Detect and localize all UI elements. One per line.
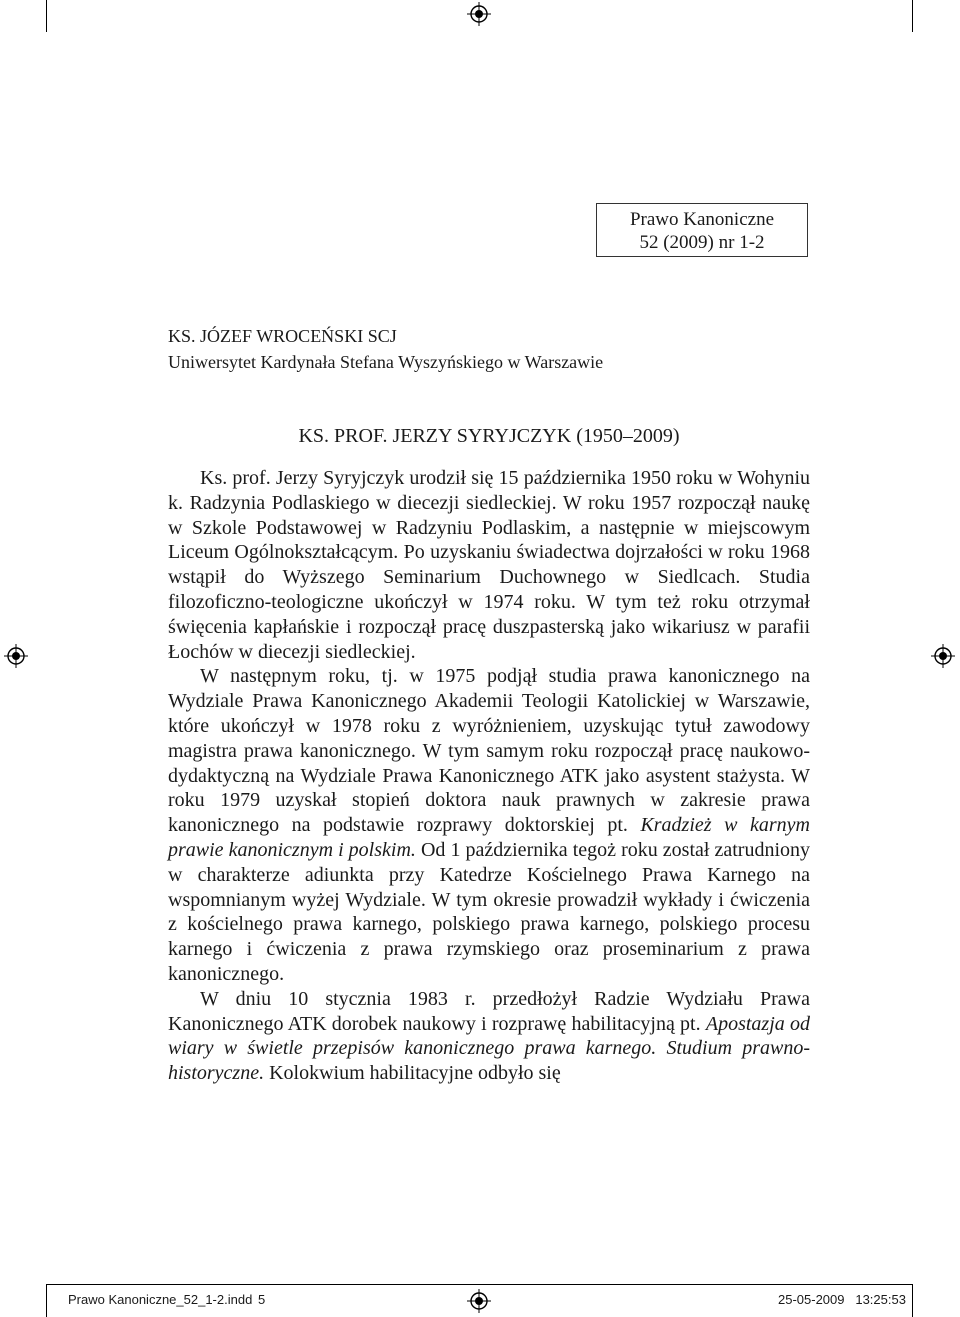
journal-info-box	[596, 203, 808, 257]
article-title: KS. PROF. JERZY SYRYJCZYK (1950–2009)	[298, 425, 680, 447]
crop-mark-top-right	[912, 0, 913, 32]
footer-file-name: Prawo Kanoniczne_52_1-2.indd	[68, 1292, 253, 1307]
habilitation-title: Apostazja od wiary w świetle przepisów kanonicznego prawa karnego. Studium prawno-historyczne.	[168, 1012, 810, 1085]
paragraph-3: W dniu 10 stycznia 1983 r. przedłożył Radzie Wydziału Prawa Kanonicznego ATK dorobek naukowy i rozprawę habilitacyjną pt. Apostazja od wiary w świetle przepisów kanonicznego prawa karnego. Studium prawno-historyczne. Kolokwium habilitacyjne odbyło się	[168, 987, 810, 1085]
paragraph-1: Ks. prof. Jerzy Syryjczyk urodził się 15 października 1950 roku w Wohyniu k. Radzynia Podlaskiego w diecezji siedleckiej. W roku 1957 rozpoczął naukę w Szkole Podstawowej w Radzyniu Podlaskim, a następnie w miejscowym Liceum Ogólnokształcącym. Po uzyskaniu świadectwa dojrzałości w roku 1968 wstąpił do Wyższego Seminarium Duchownego w Siedlcach. Studia filozoficzno-teologiczne ukończył w 1974 roku. W tym też roku otrzymał święcenia kapłańskie i rozpoczął pracę duszpasterską jako wikariusz w parafii Łochów w diecezji siedleckiej.	[168, 467, 810, 663]
footer-rule	[46, 1284, 913, 1285]
crop-mark-bottom-right	[912, 1284, 913, 1317]
author-block	[168, 323, 603, 375]
journal-issue: 52 (2009) nr 1-2	[639, 232, 765, 253]
dissertation-title: Kradzież w karnym prawie kanonicznym i polskim.	[168, 814, 810, 861]
paragraph-2: W następnym roku, tj. w 1975 podjął studia prawa kanonicznego na Wydziale Prawa Kanonicznego Akademii Teologii Katolickiej w Warszawie, które ukończył w 1978 roku z wyróżnieniem, uzyskując tytuł zawodowy magistra prawa kanonicznego. W tym samym roku rozpoczął pracę naukowo-dydaktyczną na Wydziale Prawa Kanonicznego ATK jako asystent stażysta. W roku 1979 uzyskał stopień doktora nauk prawnych w zakresie prawa kanonicznego na podstawie rozprawy doktorskiej pt. Kradzież w karnym prawie kanonicznym i polskim. Od 1 października tegoż roku został zatrudniony w charakterze adiunkta przy Katedrze Kościelnego Prawa Karnego na wspomnianym wyżej Wydziale. W tym okresie prowadził wykłady i ćwiczenia z kościelnego prawa karnego, polskiego prawa karnego, polskiego procesu karnego i ćwiczenia z prawa rzymskiego oraz proseminarium z prawa kanonicznego.	[168, 665, 811, 985]
article-body	[168, 466, 810, 1086]
crop-mark-top-left	[46, 0, 47, 32]
footer-datetime: 25-05-2009 13:25:53	[778, 1292, 906, 1307]
journal-name: Prawo Kanoniczne	[629, 209, 775, 230]
author-name: KS. JÓZEF WROCEŃSKI SCJ	[168, 326, 397, 346]
registration-mark-bottom-icon	[467, 1289, 491, 1313]
crop-mark-bottom-left	[46, 1284, 47, 1317]
author-affiliation: Uniwersytet Kardynała Stefana Wyszyńskiego w Warszawie	[168, 352, 604, 372]
registration-mark-top-icon	[467, 2, 491, 26]
registration-mark-right-icon	[931, 644, 955, 668]
registration-mark-left-icon	[4, 644, 28, 668]
footer-page-number: 5	[258, 1292, 266, 1307]
